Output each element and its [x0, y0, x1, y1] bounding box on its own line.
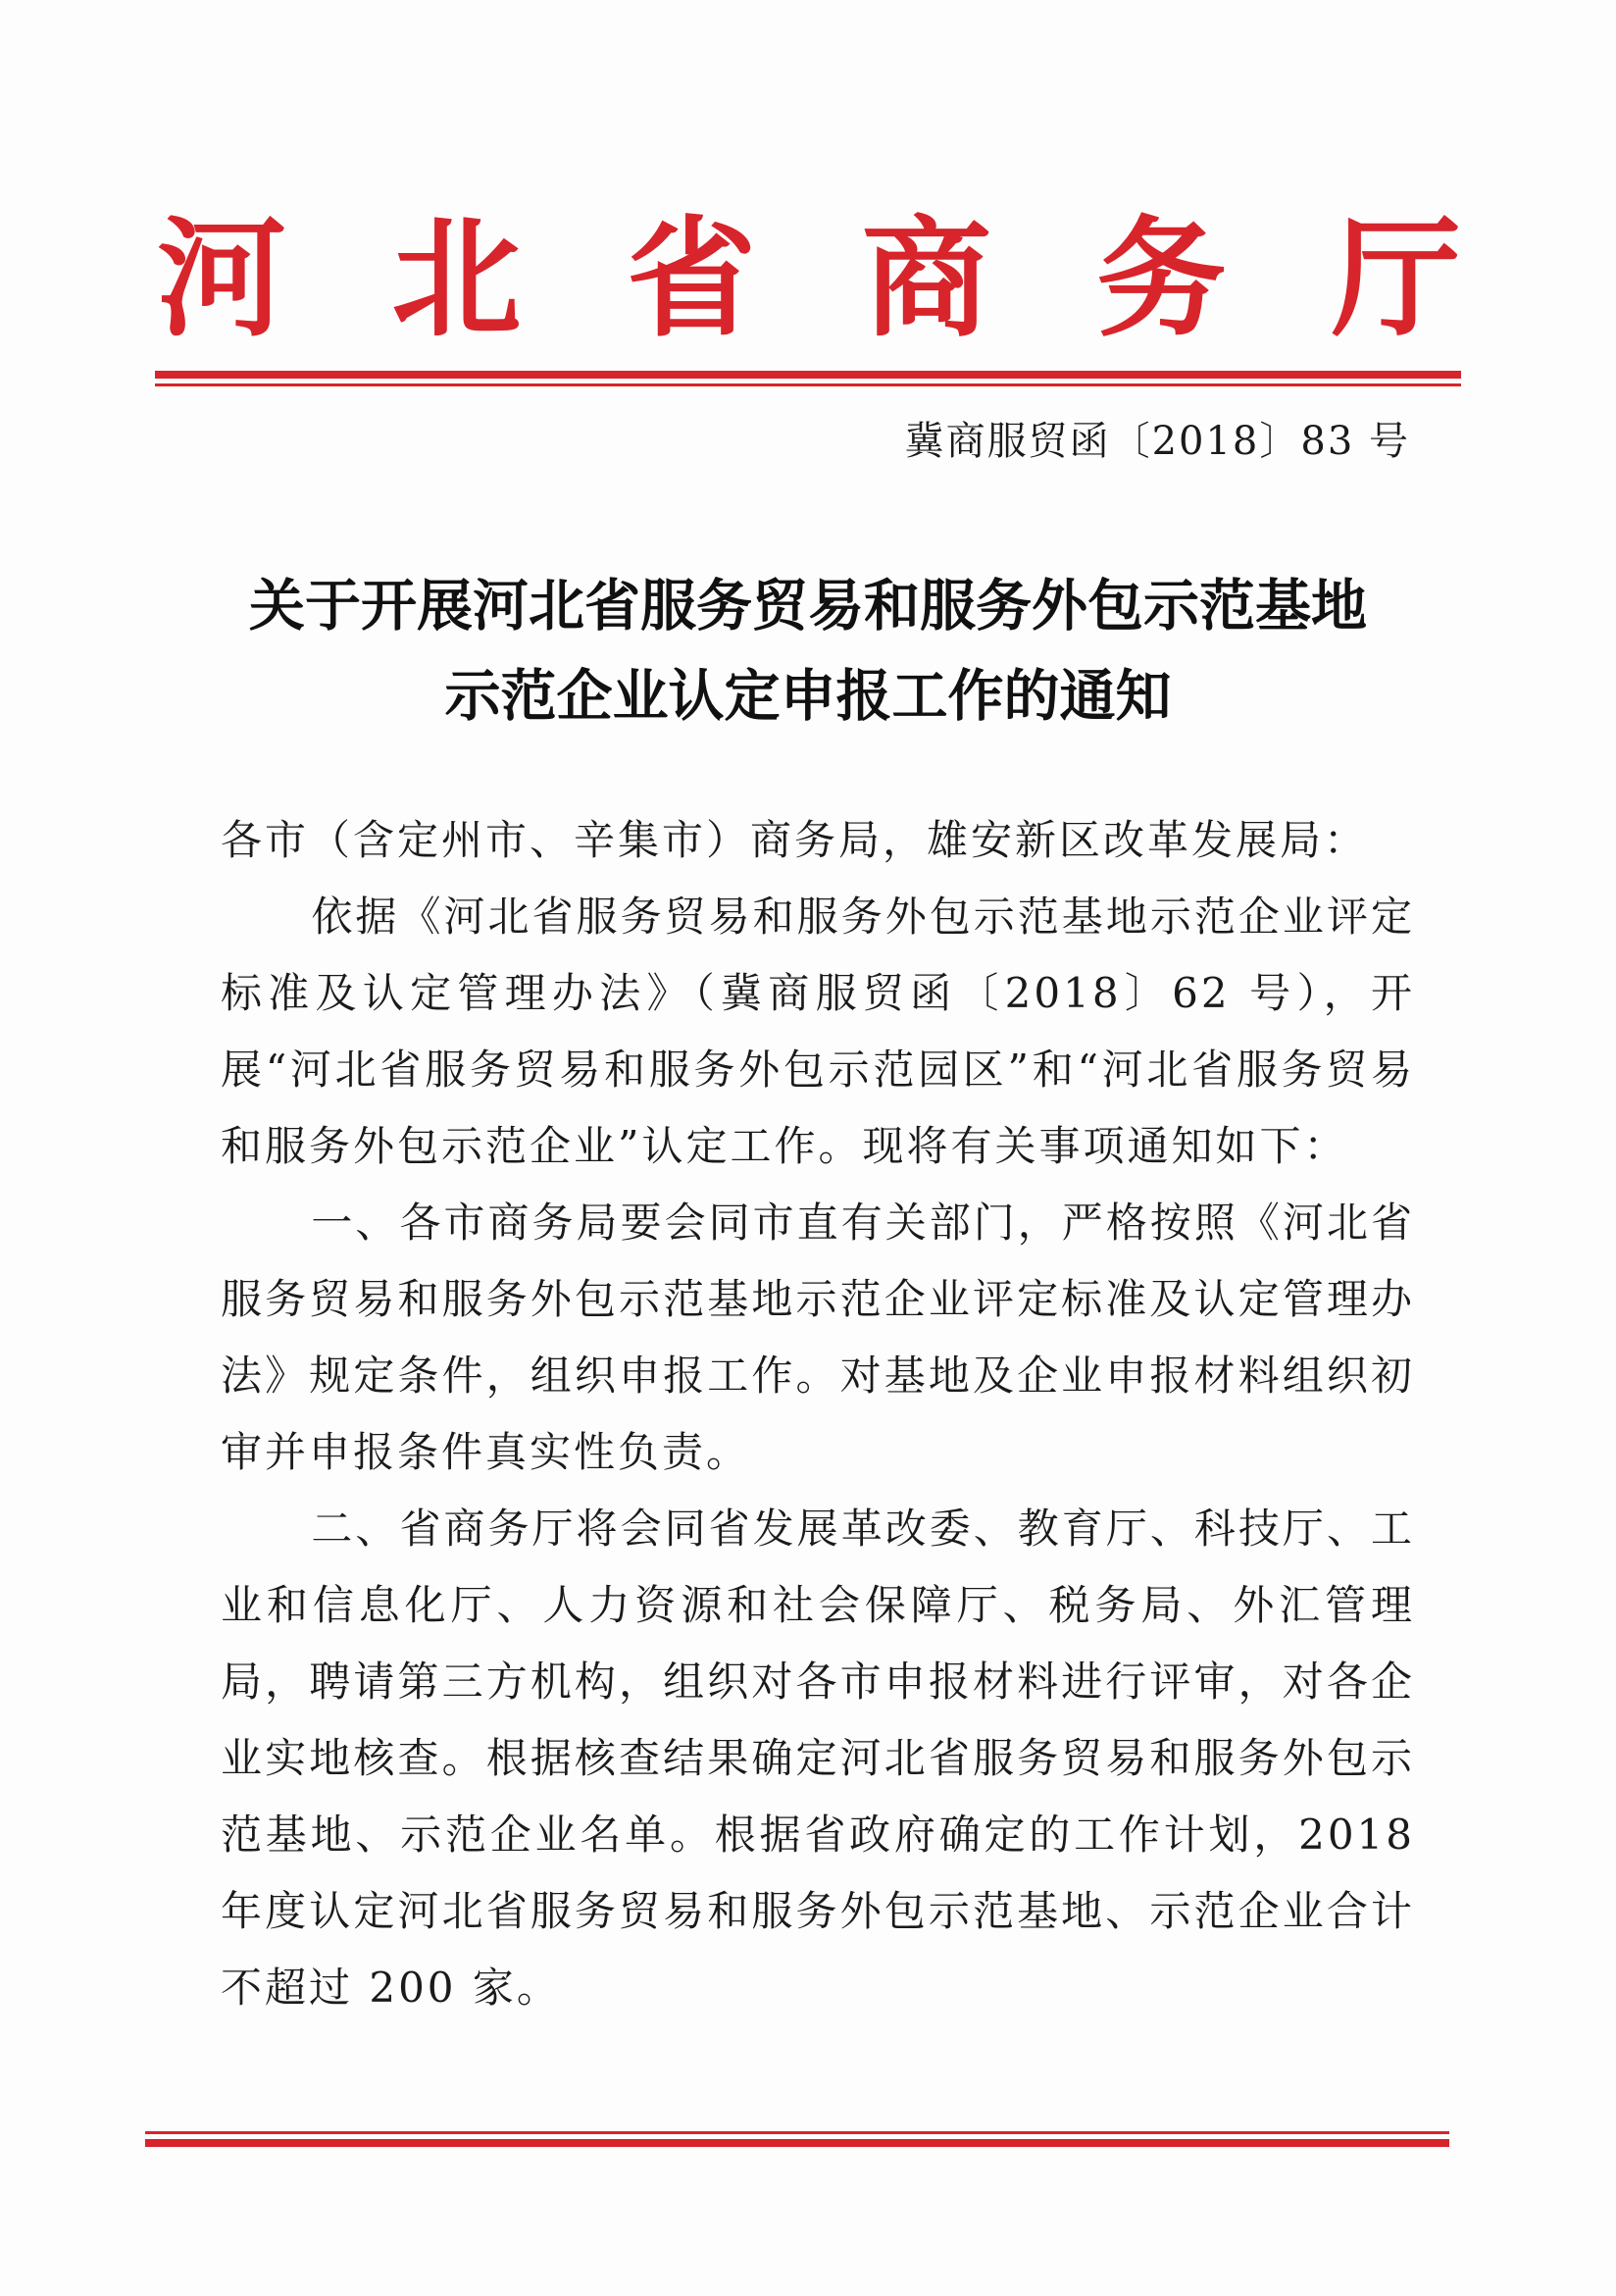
footer-divider-thin [145, 2131, 1449, 2134]
title-line-2: 示范企业认定申报工作的通知 [444, 663, 1172, 729]
title-line-1: 关于开展河北省服务贸易和服务外包示范基地 [249, 573, 1367, 638]
body-paragraph: 二、省商务厅将会同省发展革改委、教育厅、科技厅、工业和信息化厅、人力资源和社会保障厅、税务局、外汇管理局，聘请第三方机构，组织对各市申报材料进行评审，对各企业实地核查。根据核查结果确定河北省服务贸易和服务外包示范基地、示范企业名单。根据省政府确定的工作计划，2018 年度认定河北省服务贸易和服务外包示范基地、示范企业合计不超过 200 家。 [221, 1505, 1415, 2012]
header-divider-thin [155, 383, 1461, 386]
document-title [0, 561, 1616, 741]
header-char: 北 [391, 204, 522, 355]
issuing-authority-header [157, 196, 1461, 363]
body-paragraph: 一、各市商务局要会同市直有关部门，严格按照《河北省服务贸易和服务外包示范基地示范企业评定标准及认定管理办法》规定条件，组织申报工作。对基地及企业申报材料组织初审并申报条件真实性负责。 [221, 1199, 1415, 1476]
header-char: 务 [1096, 204, 1227, 355]
header-char: 河 [157, 204, 286, 355]
footer-divider-thick [145, 2139, 1449, 2147]
addressee: 各市（含定州市、辛集市）商务局，雄安新区改革发展局： [221, 816, 1369, 864]
header-char: 省 [627, 204, 757, 355]
header-char: 厅 [1331, 204, 1461, 355]
header-char: 商 [861, 204, 991, 355]
header-divider-thick [155, 371, 1461, 379]
body-paragraph: 依据《河北省服务贸易和服务外包示范基地示范企业评定标准及认定管理办法》（冀商服贸函〔2018〕62 号），开展“河北省服务贸易和服务外包示范园区”和“河北省服务贸易和服务外包示范企业”认定工作。现将有关事项通知如下： [221, 893, 1415, 1170]
document-body [221, 802, 1415, 2026]
document-number: 冀商服贸函〔2018〕83 号 [904, 419, 1410, 464]
